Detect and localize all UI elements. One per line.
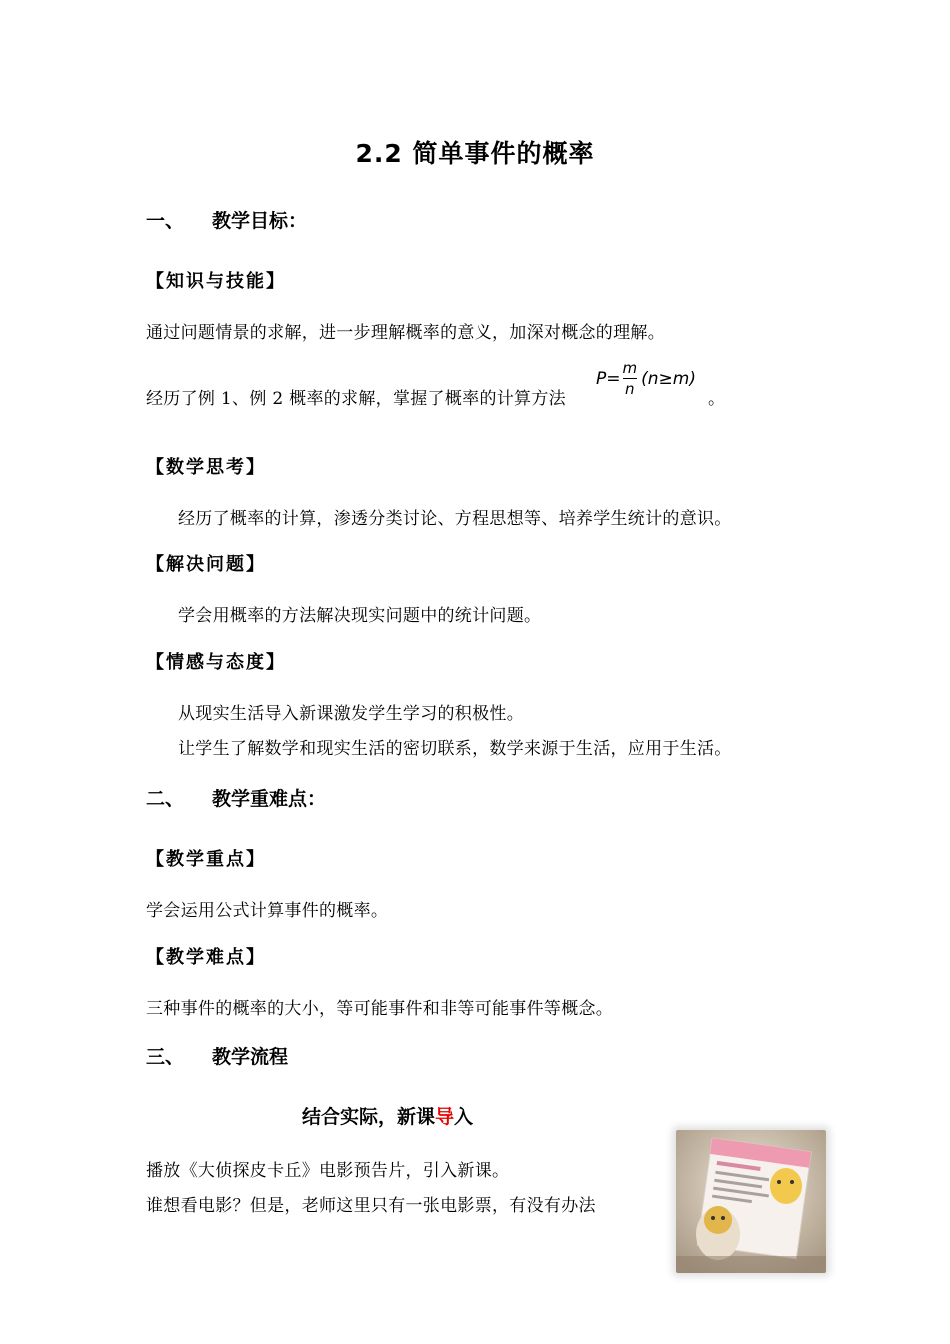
intro-title: [302, 1102, 473, 1129]
section-number: 三、: [146, 1046, 185, 1068]
page-title: 2.2 简单事件的概率: [355, 139, 595, 168]
subheading-emotion: 【情感与态度】: [146, 652, 286, 673]
paragraph: 通过问题情景的求解，进一步理解概率的意义，加深对概念的理解。: [146, 323, 665, 343]
section-heading-key-points: [146, 784, 326, 811]
paragraph: 经历了概率的计算，渗透分类讨论、方程思想等、培养学生统计的意识。: [178, 509, 732, 529]
photo-illustration: [676, 1130, 826, 1273]
section-label: 教学重难点：: [212, 788, 327, 810]
paragraph: 播放《大侦探皮卡丘》电影预告片，引入新课。: [146, 1161, 510, 1181]
section-heading-goals: [146, 206, 307, 233]
section-heading-process: [146, 1042, 288, 1069]
formula-lhs: P=: [596, 368, 621, 389]
subheading-difficulty: 【教学难点】: [146, 947, 266, 968]
paragraph: 谁想看电影？但是，老师这里只有一张电影票，有没有办法: [146, 1196, 596, 1216]
formula-denominator: n: [625, 380, 635, 398]
sentence-period: 。: [708, 389, 725, 409]
subheading-problem-solving: 【解决问题】: [146, 554, 266, 575]
intro-title-text: 入: [454, 1106, 474, 1128]
paragraph: 学会运用公式计算事件的概率。: [146, 901, 389, 921]
formula-numerator: m: [622, 359, 638, 377]
subheading-key-point: 【教学重点】: [146, 849, 266, 870]
intro-title-text: 结合实际，新课: [302, 1106, 436, 1128]
fraction-bar: [623, 378, 637, 379]
intro-title-highlight: 导: [435, 1106, 455, 1128]
movie-ticket-photo: [676, 1130, 826, 1273]
section-number: 二、: [146, 788, 185, 810]
section-label: 教学目标：: [212, 210, 308, 232]
paragraph: 让学生了解数学和现实生活的密切联系，数学来源于生活，应用于生活。: [178, 739, 732, 759]
paragraph: 三种事件的概率的大小，等可能事件和非等可能事件等概念。: [146, 999, 614, 1019]
section-label: 教学流程: [212, 1046, 289, 1068]
paragraph: 从现实生活导入新课激发学生学习的积极性。: [178, 704, 524, 724]
paragraph: 经历了例 1、例 2 概率的求解，掌握了概率的计算方法: [146, 389, 566, 409]
formula-fraction: [623, 360, 638, 397]
section-number: 一、: [146, 210, 185, 232]
probability-formula: [596, 360, 696, 397]
subheading-math-thinking: 【数学思考】: [146, 457, 266, 478]
paragraph: 学会用概率的方法解决现实问题中的统计问题。: [178, 606, 542, 626]
subheading-knowledge: 【知识与技能】: [146, 271, 286, 292]
formula-condition: (n≥m): [641, 368, 696, 389]
